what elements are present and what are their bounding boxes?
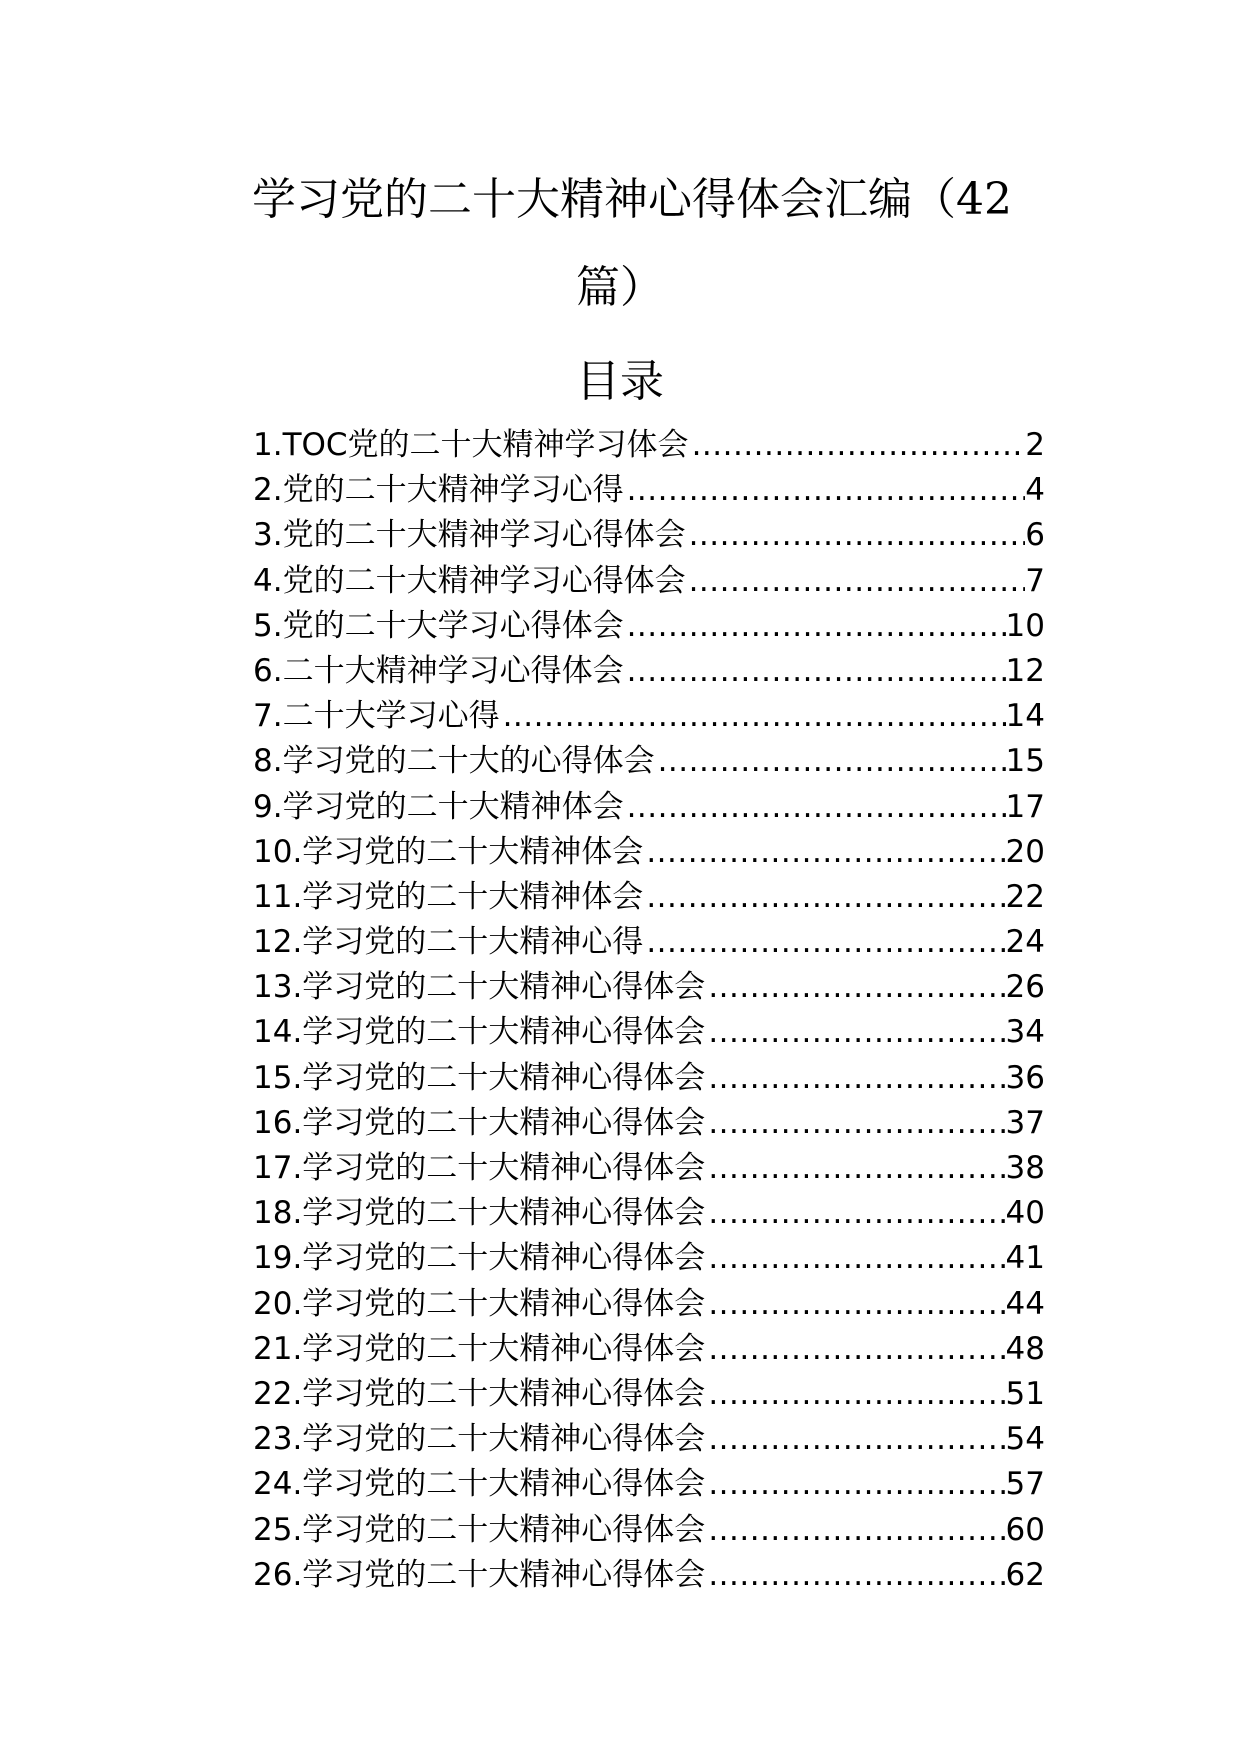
- toc-dot-leader: [643, 875, 1005, 920]
- toc-dot-leader: [705, 1236, 1005, 1281]
- toc-dot-leader: [705, 965, 1005, 1010]
- toc-entry-label: 14.学习党的二十大精神心得体会: [253, 1014, 706, 1051]
- toc-entry-page-number: 10: [1005, 607, 1045, 644]
- document-title-count: 42: [956, 174, 1012, 225]
- toc-entry[interactable]: [253, 649, 1045, 694]
- toc-entry-page-number: 48: [1005, 1330, 1045, 1367]
- toc-entry[interactable]: [253, 559, 1045, 604]
- toc-entry-page-number: 17: [1005, 788, 1045, 825]
- toc-entry[interactable]: [253, 1191, 1045, 1236]
- toc-entry[interactable]: [253, 739, 1045, 784]
- toc-entry-page-number: 15: [1005, 743, 1045, 780]
- toc-dot-leader: [705, 1553, 1005, 1598]
- toc-dot-leader: [705, 1146, 1005, 1191]
- toc-entry-page-number: 62: [1005, 1556, 1045, 1593]
- toc-dot-leader: [624, 604, 1006, 649]
- toc-entry[interactable]: [253, 1056, 1045, 1101]
- toc-entry[interactable]: [253, 423, 1045, 468]
- toc-entry[interactable]: [253, 785, 1045, 830]
- toc-entry[interactable]: [253, 965, 1045, 1010]
- toc-entry-label: 21.学习党的二十大精神心得体会: [253, 1330, 706, 1367]
- toc-entry-label: 22.学习党的二十大精神心得体会: [253, 1375, 706, 1412]
- toc-entry-page-number: 36: [1005, 1059, 1045, 1096]
- toc-entry-label: 10.学习党的二十大精神体会: [253, 833, 644, 870]
- toc-entry-page-number: 24: [1005, 924, 1045, 961]
- toc-dot-leader: [500, 694, 1006, 739]
- toc-entry[interactable]: [253, 1553, 1045, 1598]
- toc-entry-page-number: 20: [1005, 833, 1045, 870]
- toc-dot-leader: [705, 1101, 1005, 1146]
- toc-dot-leader: [643, 920, 1005, 965]
- toc-dot-leader: [686, 513, 1026, 558]
- toc-dot-leader: [705, 1372, 1005, 1417]
- toc-entry-page-number: 22: [1005, 878, 1045, 915]
- toc-entry-label: 15.学习党的二十大精神心得体会: [253, 1059, 706, 1096]
- toc-entry-label: 13.学习党的二十大精神心得体会: [253, 969, 706, 1006]
- document-title-line-1: [12, 170, 1240, 230]
- toc-dot-leader: [705, 1191, 1005, 1236]
- toc-dot-leader: [624, 785, 1006, 830]
- toc-entry[interactable]: [253, 1372, 1045, 1417]
- toc-entry-page-number: 37: [1005, 1104, 1045, 1141]
- toc-entry-label: 23.学习党的二十大精神心得体会: [253, 1421, 706, 1458]
- toc-entry-label: 3.党的二十大精神学习心得体会: [253, 517, 686, 554]
- toc-entry[interactable]: [253, 1462, 1045, 1507]
- toc-entry-page-number: 41: [1005, 1240, 1045, 1277]
- toc-dot-leader: [705, 1282, 1005, 1327]
- toc-entry[interactable]: [253, 1101, 1045, 1146]
- toc-entry[interactable]: [253, 920, 1045, 965]
- toc-entry-page-number: 60: [1005, 1511, 1045, 1548]
- toc-dot-leader: [705, 1417, 1005, 1462]
- toc-dot-leader: [643, 830, 1005, 875]
- toc-entry[interactable]: [253, 468, 1045, 513]
- toc-dot-leader: [689, 423, 1026, 468]
- toc-entry-label: 1.TOC党的二十大精神学习体会: [253, 427, 689, 463]
- toc-entry-page-number: 54: [1005, 1421, 1045, 1458]
- toc-entry[interactable]: [253, 604, 1045, 649]
- toc-entry-page-number: 51: [1005, 1375, 1045, 1412]
- toc-entry-page-number: 12: [1005, 652, 1045, 689]
- toc-entry-label: 19.学习党的二十大精神心得体会: [253, 1240, 706, 1277]
- toc-entry-page-number: 6: [1025, 517, 1045, 554]
- toc-dot-leader: [705, 1508, 1005, 1553]
- toc-entry[interactable]: [253, 1282, 1045, 1327]
- toc-entry-page-number: 4: [1025, 472, 1045, 509]
- toc-entry-label: 20.学习党的二十大精神心得体会: [253, 1285, 706, 1322]
- toc-entry[interactable]: [253, 694, 1045, 739]
- toc-entry[interactable]: [253, 875, 1045, 920]
- toc-entry-label: 11.学习党的二十大精神体会: [253, 878, 644, 915]
- toc-entry[interactable]: [253, 1417, 1045, 1462]
- toc-entry-page-number: 38: [1005, 1150, 1045, 1186]
- toc-dot-leader: [624, 468, 1026, 513]
- toc-entry-label: 2.党的二十大精神学习心得: [253, 472, 624, 509]
- toc-dot-leader: [705, 1056, 1005, 1101]
- toc-entry[interactable]: [253, 513, 1045, 558]
- toc-dot-leader: [705, 1010, 1005, 1055]
- toc-entry-label: 17.学习党的二十大精神心得体会: [253, 1150, 706, 1186]
- toc-dot-leader: [705, 1462, 1005, 1507]
- toc-entry-page-number: 40: [1005, 1195, 1045, 1232]
- toc-entry-page-number: 57: [1005, 1466, 1045, 1503]
- toc-entry-page-number: 14: [1005, 698, 1045, 735]
- toc-dot-leader: [624, 649, 1006, 694]
- toc-entry[interactable]: [253, 1508, 1045, 1553]
- toc-entry-label: 5.党的二十大学习心得体会: [253, 607, 624, 644]
- toc-dot-leader: [655, 739, 1006, 784]
- toc-dot-leader: [686, 559, 1026, 604]
- document-title-text: 学习党的二十大精神心得体会汇编（: [252, 174, 956, 225]
- toc-entry[interactable]: [253, 1327, 1045, 1372]
- toc-entry-page-number: 26: [1005, 969, 1045, 1006]
- toc-entry[interactable]: [253, 1010, 1045, 1055]
- toc-entry-page-number: 7: [1025, 562, 1045, 599]
- toc-entry-label: 6.二十大精神学习心得体会: [253, 652, 624, 689]
- toc-entry[interactable]: [253, 1236, 1045, 1281]
- toc-entry-label: 24.学习党的二十大精神心得体会: [253, 1466, 706, 1503]
- toc-heading: 目录: [576, 356, 664, 407]
- toc-entry-label: 7.二十大学习心得: [253, 698, 500, 735]
- toc-entry[interactable]: [253, 1146, 1045, 1191]
- toc-entry-label: 18.学习党的二十大精神心得体会: [253, 1195, 706, 1232]
- toc-entry-label: 9.学习党的二十大精神体会: [253, 788, 624, 825]
- toc-entry-page-number: 34: [1005, 1014, 1045, 1051]
- toc-entry-label: 25.学习党的二十大精神心得体会: [253, 1511, 706, 1548]
- toc-entry-page-number: 2: [1025, 427, 1045, 463]
- table-of-contents: [253, 423, 1045, 1598]
- toc-entry-label: 8.学习党的二十大的心得体会: [253, 743, 655, 780]
- toc-entry-label: 12.学习党的二十大精神心得: [253, 924, 644, 961]
- toc-entry[interactable]: [253, 830, 1045, 875]
- toc-entry-label: 4.党的二十大精神学习心得体会: [253, 562, 686, 599]
- toc-dot-leader: [705, 1327, 1005, 1372]
- toc-entry-label: 26.学习党的二十大精神心得体会: [253, 1556, 706, 1593]
- document-title-line-2: 篇）: [576, 262, 664, 313]
- toc-entry-label: 16.学习党的二十大精神心得体会: [253, 1104, 706, 1141]
- toc-entry-page-number: 44: [1005, 1285, 1045, 1322]
